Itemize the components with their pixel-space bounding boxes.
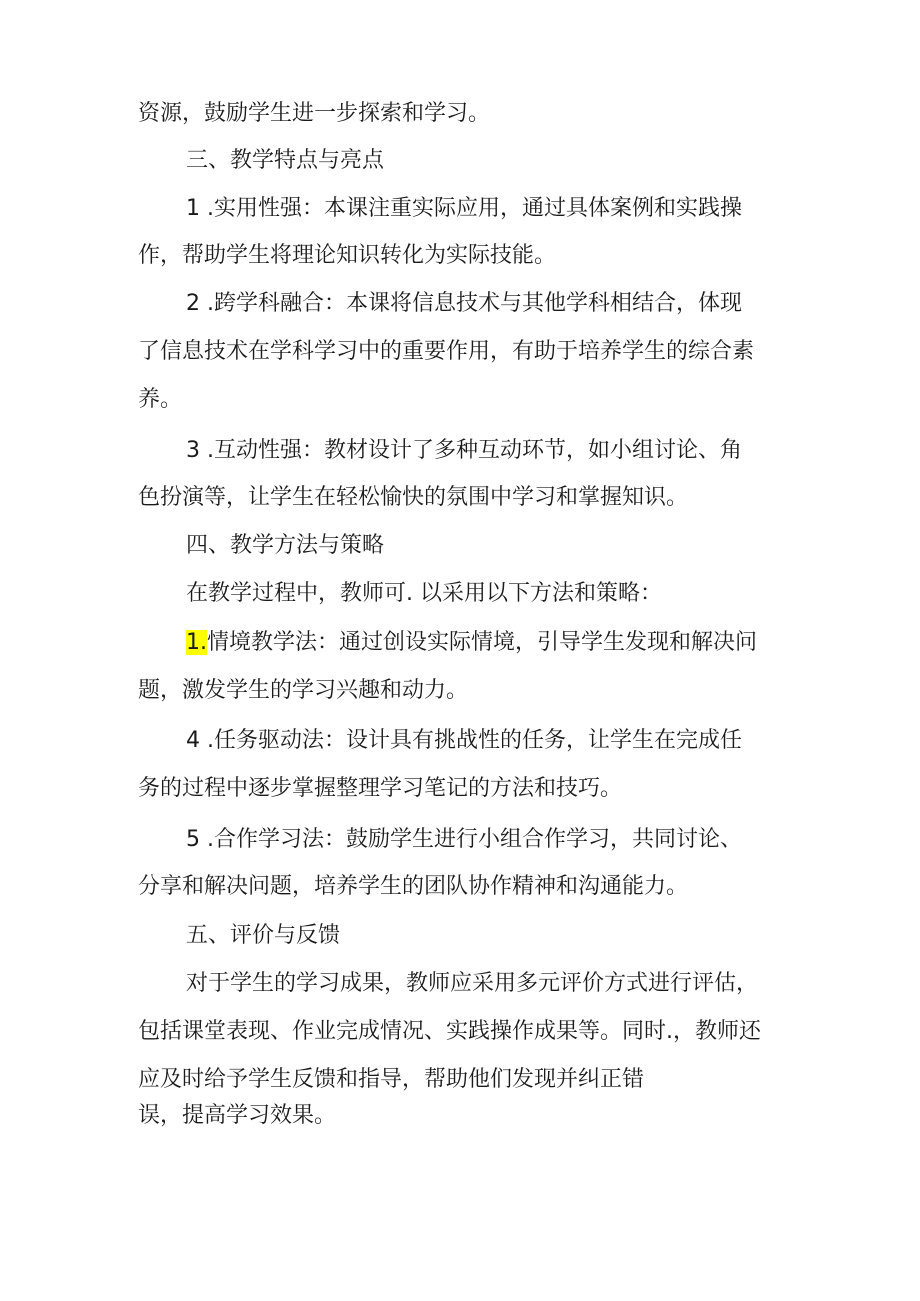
text-line: 了信息技术在学科学习中的重要作用，有助于培养学生的综合素	[138, 339, 755, 364]
text-line: 色扮演等，让学生在轻松愉快的氛围中学习和掌握知识。	[138, 485, 689, 510]
text-line: 5 .合作学习法：鼓励学生进行小组合作学习，共同讨论、	[186, 827, 742, 852]
text-line: 1 .实用性强：本课注重实际应用，通过具体案例和实践操	[186, 196, 742, 221]
section-heading: 四、教学方法与策略	[186, 533, 385, 558]
text-line: 分享和解决问题，培养学生的团队协作精神和沟通能力。	[138, 874, 689, 899]
text-line: 资源，鼓励学生进一步探索和学习。	[138, 101, 491, 126]
text-line	[186, 628, 757, 658]
text-line: 题，激发学生的学习兴趣和动力。	[138, 678, 469, 703]
highlighted-number: 1.	[186, 630, 207, 655]
text-line: 养。	[138, 387, 183, 412]
text-line: 包括课堂表现、作业完成情况、实践操作成果等。同时.，教师还	[138, 1019, 761, 1044]
text-line: 作，帮助学生将理论知识转化为实际技能。	[138, 243, 557, 268]
text-line: 应及时给予学生反馈和指导，帮助他们发现并纠正错	[138, 1067, 645, 1092]
text-span: 情境教学法：通过创设实际情境，引导学生发现和解决问	[207, 630, 758, 655]
text-line: 3 .互动性强：教材设计了多种互动环节，如小组讨论、角	[186, 438, 742, 463]
text-line: 4 .任务驱动法：设计具有挑战性的任务，让学生在完成任	[186, 728, 742, 753]
text-line: 对于学生的学习成果，教师应采用多元评价方式进行评估，	[186, 971, 759, 996]
section-heading: 三、教学特点与亮点	[186, 148, 385, 173]
text-line: 2 .跨学科融合：本课将信息技术与其他学科相结合，体现	[186, 291, 742, 316]
text-line: 误，提高学习效果。	[138, 1103, 337, 1128]
text-line: 务的过程中逐步掌握整理学习笔记的方法和技巧。	[138, 776, 623, 801]
text-line: 在教学过程中，教师可. 以采用以下方法和策略：	[186, 581, 662, 606]
section-heading: 五、评价与反馈	[186, 923, 341, 948]
